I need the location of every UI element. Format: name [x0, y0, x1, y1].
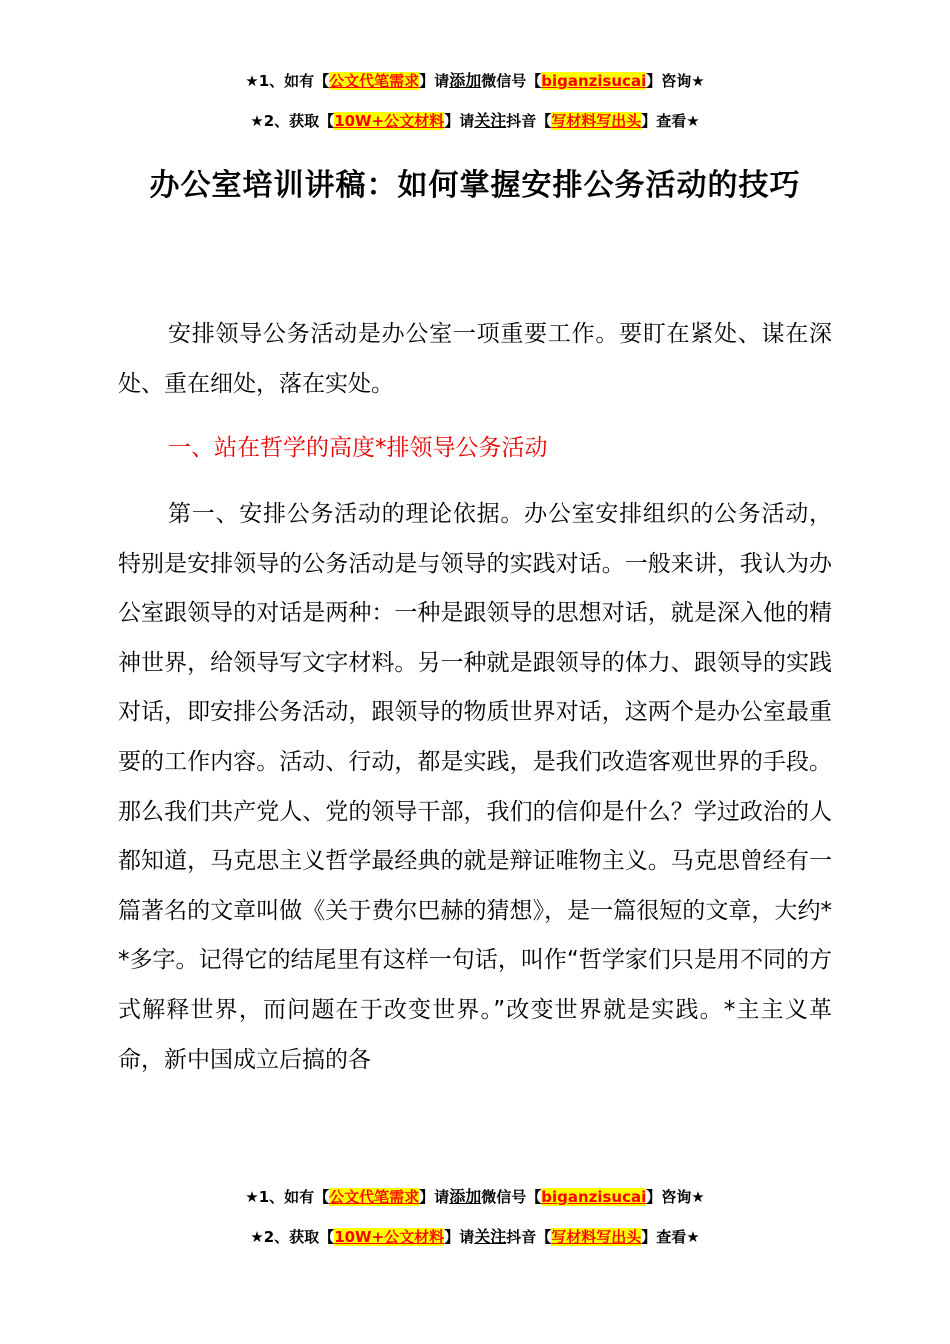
- ad-prefix: ★1、如有【: [245, 1188, 330, 1206]
- ad-emphasis: 关注: [474, 1227, 507, 1246]
- ad-text: 微信号【: [481, 72, 542, 90]
- ad-prefix: ★1、如有【: [245, 72, 330, 90]
- ad-text: 微信号【: [481, 1188, 542, 1206]
- document-title: 办公室培训讲稿：如何掌握安排公务活动的技巧: [149, 168, 801, 203]
- ad-text: 抖音【: [506, 112, 552, 130]
- ad-highlight: 公文代笔需求: [329, 72, 420, 90]
- ad-wechat-id: biganzisucai: [541, 1188, 647, 1206]
- ad-douyin-id: 写材料写出头: [551, 1228, 642, 1246]
- ad-banner-top-line-2: [0, 111, 950, 131]
- ad-wechat-id: biganzisucai: [541, 72, 647, 90]
- ad-prefix: ★2、获取【: [250, 1228, 335, 1246]
- ad-banner-bottom-line-2: [0, 1227, 950, 1247]
- ad-banner-top-line-1: [0, 71, 950, 91]
- ad-prefix: ★2、获取【: [250, 112, 335, 130]
- ad-text: 抖音【: [506, 1228, 552, 1246]
- body-paragraph: 第一、安排公务活动的理论依据。办公室安排组织的公务活动，特别是安排领导的公务活动是与领导的实践对话。一般来讲，我认为办公室跟领导的对话是两种：一种是跟领导的思想对话，就是深入他的精神世界，给领导写文字材料。另一种就是跟领导的体力、跟领导的实践对话，即安排公务活动，跟领导的物质世界对话，这两个是办公室最重要的工作内容。活动、行动，都是实践，是我们改造客观世界的手段。那么我们共产党人、党的领导干部，我们的信仰是什么？学过政治的人都知道，马克思主义哲学最经典的就是辩证唯物主义。马克思曾经有一篇著名的文章叫做《关于费尔巴赫的猜想》，是一篇很短的文章，大约**多字。记得它的结尾里有这样一句话，叫作“哲学家们只是用不同的方式解释世界，而问题在于改变世界。”改变世界就是实践。*主主义革命，新中国成立后搞的各: [118, 501, 832, 1073]
- ad-emphasis: 添加: [449, 71, 482, 90]
- ad-emphasis: 关注: [474, 111, 507, 130]
- ad-suffix: 】查看★: [641, 1228, 700, 1246]
- ad-suffix: 】查看★: [641, 112, 700, 130]
- ad-text: 】请: [419, 72, 450, 90]
- ad-text: 】请: [444, 112, 475, 130]
- ad-suffix: 】咨询★: [646, 1188, 705, 1206]
- ad-suffix: 】咨询★: [646, 72, 705, 90]
- ad-text: 】请: [419, 1188, 450, 1206]
- ad-banner-bottom-line-1: [0, 1187, 950, 1207]
- section-heading: 一、站在哲学的高度*排领导公务活动: [168, 435, 548, 461]
- ad-emphasis: 添加: [449, 1187, 482, 1206]
- ad-text: 】请: [444, 1228, 475, 1246]
- ad-highlight: 10W+公文材料: [334, 112, 445, 130]
- ad-highlight: 10W+公文材料: [334, 1228, 445, 1246]
- ad-douyin-id: 写材料写出头: [551, 112, 642, 130]
- ad-highlight: 公文代笔需求: [329, 1188, 420, 1206]
- intro-paragraph: 安排领导公务活动是办公室一项重要工作。要盯在紧处、谋在深处、重在细处，落在实处。: [118, 321, 832, 397]
